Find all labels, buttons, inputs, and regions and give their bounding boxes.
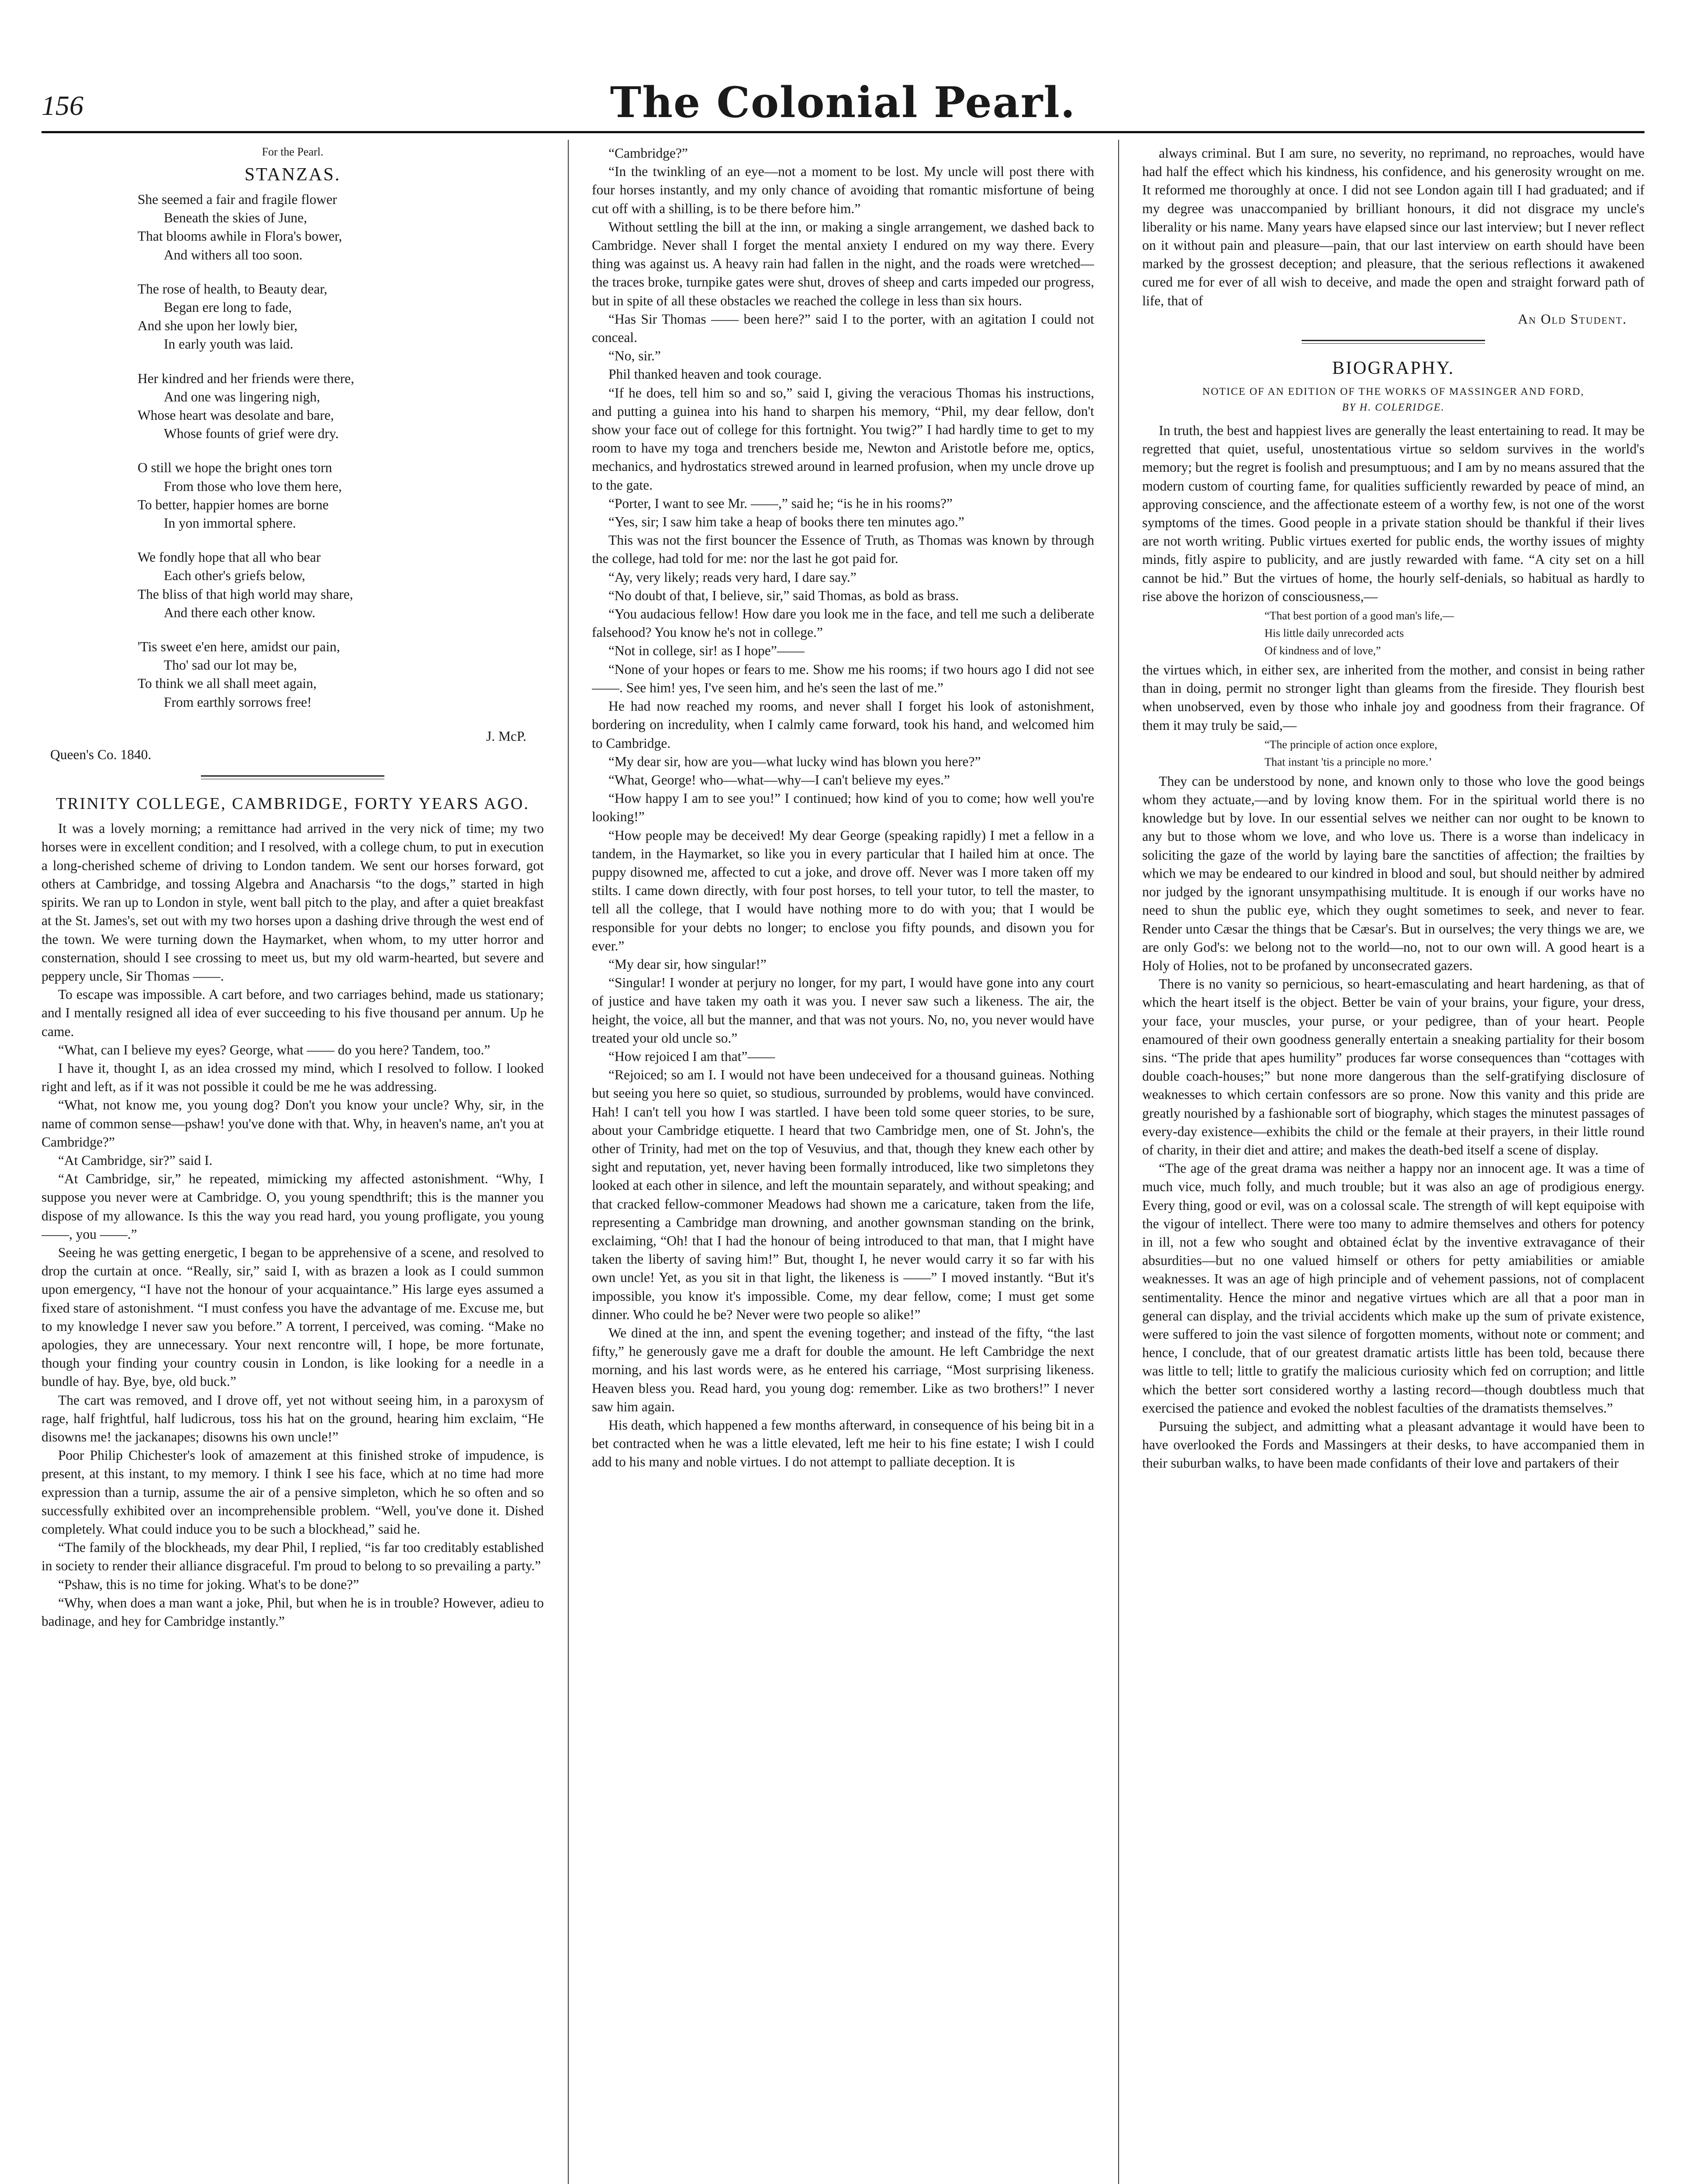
paragraph: “Has Sir Thomas —— been here?” said I to the porter, with an agitation I could not conceal. [592, 311, 1094, 346]
stanza [138, 459, 544, 532]
biography-notice: NOTICE OF AN EDITION OF THE WORKS OF MASSINGER AND FORD, [1202, 386, 1585, 398]
section-separator [201, 775, 384, 779]
paragraph: “No, sir.” [608, 348, 661, 364]
column-1 [41, 144, 544, 2184]
paragraph: Seeing he was getting energetic, I began to be apprehensive of a scene, and resolved to drop the curtain at once. “Really, sir,” said I, with as brazen a look as I could summon upon emergency, “I have not the honour of your acquaintance.” His large eyes assumed a fixed stare of astonishment. “I must confess you have the advantage of me. Excuse me, but to my knowledge I never saw you before.” A torrent, I perceived, was coming. “Make no apologies, they are unnecessary. Your next rencontre will, I hope, be more fortunate, though your finding your country cousin in London, is like looking for a needle in a bundle of hay. Bye, bye, old buck.” [41, 1244, 544, 1389]
block-quote [1142, 608, 1645, 658]
poem-line: And withers all too soon. [164, 247, 303, 263]
poem-line: And one was lingering nigh, [164, 389, 320, 404]
paragraph: “Why, when does a man want a joke, Phil, but when he is in trouble? However, adieu to badinage, and hey for Cambridge instantly.” [41, 1595, 544, 1629]
paragraph: I have it, thought I, as an idea crossed my mind, which I resolved to follow. I looked right and left, as if it was not possible it could be me he was addressing. [41, 1060, 544, 1095]
masthead: The Colonial Pearl. [610, 78, 1076, 127]
paragraph: The cart was removed, and I drove off, yet not without seeing him, in a paroxysm of rage, half frightful, half ludicrous, toss his hat on the ground, hearing him exclaim, “He disowns me! the jackanapes; disowns his own uncle!” [41, 1392, 544, 1444]
paragraph: “Pshaw, this is no time for joking. What's to be done?” [58, 1576, 359, 1592]
stanza [138, 280, 544, 354]
quote-line: “The principle of action once explore, [1264, 738, 1437, 751]
paragraph: “What, George! who—what—why—I can't believe my eyes.” [608, 772, 950, 788]
paragraph: There is no vanity so pernicious, so heart-emasculating and heart hardening, as that of which the heart itself is the object. Better be vain of your brains, your figure, your dress, your face, your muscles, your purse, or your pedigree, than of your heart. People enamoured of their own goodness generally entertain a sneaking partiality for their bosom sins. “The pride that apes humility” produces far worse consequences than “cottages with double coach-houses;” but none more dangerous than the self-gratifying disclosure of weaknesses to which certain confessors are so prone. Now this vanity and this pride are greatly nourished by a fashionable sort of biography, which stages the minutest passages of every-day existence—exhibits the child or the female at their prayers, in their little round of charity, in their diet and attire; and makes the death-bed itself a scene of display. [1142, 976, 1645, 1158]
article-signature: An Old Student. [1518, 311, 1627, 327]
biography-notice-author: BY H. COLERIDGE. [1342, 402, 1445, 414]
quote-line: Of kindness and of love,” [1264, 644, 1381, 657]
paragraph: “At Cambridge, sir?” said I. [58, 1152, 213, 1168]
poem-line: To think we all shall meet again, [138, 676, 317, 691]
paragraph: “In the twinkling of an eye—not a moment to be lost. My uncle will post there with four horses instantly, and my only chance of avoiding that romantic misfortune of being cut off with a shilling, is to be there before him.” [592, 164, 1094, 216]
quote-line: “That best portion of a good man's life,— [1264, 609, 1454, 622]
paragraph: “Yes, sir; I saw him take a heap of books there ten minutes ago.” [608, 514, 964, 530]
paragraph: To escape was impossible. A cart before, and two carriages behind, made us stationary; and I mentally resigned all idea of ever succeeding to his five thousand per annum. Up he came. [41, 987, 544, 1039]
article-conclusion [1142, 144, 1645, 310]
poem-line: In yon immortal sphere. [164, 515, 296, 531]
poem-line: Whose heart was desolate and bare, [138, 408, 334, 423]
paragraph: “How rejoiced I am that”—— [608, 1048, 775, 1064]
paragraph: They can be understood by none, and known only to those who love the good beings whom they actuate,—and by loving know them. For in the spiritual world there is no knowledge but by love. In our essential selves we neither can nor ought to be known to any but to those whom we love, and who love us. There is a worse than indelicacy in soliciting the gaze of the world by laying bare the sanctities of affection; the frailties by which we may be endeared to our kindred in blood and soul, but should neither by admired nor judged by the ignorant unsympathising multitude. It is enough if our works have no need to shun the public eye, which they ought sometimes to seek, and never to fear. Render unto Cæsar the things that be Cæsar's. But in ourselves; the very things we are, we are only God's: we belong not to the world—no, not to our own will. A good heart is a Holy of Holies, not to be profaned by unconsecrated gazers. [1142, 773, 1645, 973]
block-quote [1142, 737, 1645, 770]
poem-line: That blooms awhile in Flora's bower, [138, 228, 342, 244]
stanza [138, 370, 544, 443]
paragraph: Phil thanked heaven and took courage. [608, 366, 822, 382]
poem-line: Beneath the skies of June, [164, 210, 307, 226]
poem-stanzas [41, 190, 544, 712]
poem-line: In early youth was laid. [164, 336, 294, 352]
column-2 [592, 144, 1094, 2184]
paragraph: Without settling the bill at the inn, or making a single arrangement, we dashed back to Cambridge. Never shall I forget the mental anxiety I endured on my way there. Every thing was against us. A heavy rain had fallen in the night, and the roads were wretched—the traces broke, turnpike gates were shut, droves of sheep and carts impeded our progress, but in spite of all these obstacles we reached the college in less than six hours. [592, 219, 1094, 308]
paragraph: “The family of the blockheads, my dear Phil, I replied, “is far too creditably established in society to render their alliance disgraceful. I'm proud to belong to so prevailing a party.” [41, 1540, 544, 1574]
column-divider [568, 140, 569, 2184]
paragraph: “How people may be deceived! My dear George (speaking rapidly) I met a fellow in a tandem, in the Haymarket, so like you in every particular that I hailed him at once. The puppy disowned me, affected to cut a joke, and drove off. Never was I more taken off my stilts. I came down directly, with four post horses, to tell your tutor, to tell the master, to tell all the college, that I would have nothing more to do with you; that I would be responsible for your debts no longer; to enclose you fifty pounds, and disown you for ever.” [592, 827, 1094, 954]
poem-line: Tho' sad our lot may be, [164, 657, 297, 673]
paragraph: “Not in college, sir! as I hope”—— [608, 643, 805, 659]
poem-line: From those who love them here, [164, 478, 342, 494]
section-separator [1302, 340, 1485, 344]
poem-line: Each other's griefs below, [164, 568, 305, 584]
poem-line: From earthly sorrows free! [164, 694, 312, 710]
paragraph: Poor Philip Chichester's look of amazement at this finished stroke of impudence, is present, at this instant, to my memory. I think I see his face, which at no time had more expression than a turnip, assume the air of a pensive simpleton, which he so often and so successfully exhibited over an incomprehensible problem. “Well, you've done it. Dished completely. What could induce you to be such a blockhead,” said he. [41, 1448, 544, 1537]
paragraph: always criminal. But I am sure, no severity, no reprimand, no reproaches, would have had half the effect which his kindness, his confidence, and his generosity wrought on me. It reformed me thoroughly at once. I did not see London again till I had graduated; and if my degree was unaccompanied by brilliant honours, it did not disgrace my uncle's liberality or his name. Many years have elapsed since our last interview; but I never reflect on it without pain and pleasure—pain, that our last interview on earth should have been marked by the grossest deception; and pleasure, that the serious reflections it awakened cured me for ever of all wish to deceive, and made the open and straight forward path of life, that of [1142, 145, 1645, 308]
poem-for-line: For the Pearl. [262, 145, 324, 158]
poem-line: To better, happier homes are borne [138, 497, 329, 512]
page-number: 156 [41, 90, 83, 121]
paragraph: “You audacious fellow! How dare you look me in the face, and tell me such a deliberate falsehood? You know he's not in college.” [592, 606, 1094, 640]
poem-line: Whose founts of grief were dry. [164, 426, 339, 442]
biography-title: BIOGRAPHY. [1332, 358, 1455, 379]
stanza [138, 548, 544, 622]
poem-line: And there each other know. [164, 605, 315, 620]
paragraph: “None of your hopes or fears to me. Show me his rooms; if two hours ago I did not see ——. See him! yes, I've seen him, and he's seen the last of me.” [592, 661, 1094, 695]
paragraph: “What, not know me, you young dog? Don't you know your uncle? Why, sir, in the name of common sense—pshaw! you've done with that. Why, in heaven's name, an't you at Cambridge?” [41, 1097, 544, 1150]
quote-line: His little daily unrecorded acts [1264, 627, 1404, 640]
paragraph: “No doubt of that, I believe, sir,” said Thomas, as bold as brass. [608, 587, 959, 603]
quote-line: That instant 'tis a principle no more.’ [1264, 755, 1432, 768]
paragraph: It was a lovely morning; a remittance had arrived in the very nick of time; my two horses were in excellent condition; and I resolved, with a college chum, to put in execution a long-cherished scheme of driving to London tandem. We sent our horses forward, got others at Cambridge, and tossing Algebra and Anacharsis “to the dogs,” started in high spirits. We ran up to London in style, went ball pitch to the play, and after a quiet breakfast at the St. James's, set out with my two horses upon a dashing drive through the west end of the town. We were turning down the Haymarket, when whom, to my utter horror and consternation, should I see crossing to meet us, but my old warm-hearted, but severe and peppery uncle, Sir Thomas ——. [41, 821, 544, 984]
paragraph: “Porter, I want to see Mr. ——,” said he; “is he in his rooms?” [608, 495, 953, 511]
paragraph: “If he does, tell him so and so,” said I, giving the veracious Thomas his instructions, and putting a guinea into his hand to sharpen his memory, “Phil, my dear fellow, don't show your face out of college for this fortnight. You twig?” I had hardly time to get to my room to have my toga and trenchers beside me, Newton and Aristotle before me, optics, mechanics, and hydrostatics strewed around in learned profusion, when my uncle drove up to the gate. [592, 385, 1094, 493]
article-body [41, 819, 544, 1631]
paragraph: “At Cambridge, sir,” he repeated, mimicking my affected astonishment. “Why, I suppose you never were at Cambridge. O, you young spendthrift; this is the manner you dispose of my allowance. Is this the way you read hard, you young profligate, you young ——, you ——.” [41, 1171, 544, 1242]
poem-line: The rose of health, to Beauty dear, [138, 281, 328, 297]
paragraph: “My dear sir, how are you—what lucky wind has blown you here?” [608, 753, 981, 769]
poem-line: The bliss of that high world may share, [138, 586, 353, 602]
paragraph: Pursuing the subject, and admitting what a pleasant advantage it would have been to have overlooked the Fords and Massingers at their desks, to have accompanied them in their suburban walks, to have been made confidants of their love and partakers of their [1142, 1418, 1645, 1471]
poem-line: O still we hope the bright ones torn [138, 460, 332, 476]
biography-body [1142, 772, 1645, 1473]
header-rule [41, 131, 1645, 133]
poem-line: We fondly hope that all who bear [138, 549, 321, 565]
poem-place: Queen's Co. 1840. [50, 747, 152, 763]
column-divider [1118, 140, 1119, 2184]
biography-paragraph: the virtues which, in either sex, are inherited from the mother, and consist in being rather than in doing, permit no stronger light than gleams from the fireside. They flourish best when unobserved, even by those who inhale joy and goodness from their fragrance. Of them it may truly be said,— [1142, 662, 1645, 733]
article-title: TRINITY COLLEGE, CAMBRIDGE, FORTY YEARS AGO. [56, 795, 529, 813]
poem-line: She seemed a fair and fragile flower [138, 192, 337, 207]
paragraph: “Cambridge?” [608, 145, 688, 161]
paragraph: “The age of the great drama was neither a happy nor an innocent age. It was a time of much vice, much folly, and much trouble; but it was also an age of prodigious energy. Every thing, good or evil, was on a colossal scale. The strength of will kept equipoise with the vigour of intellect. There were too many to admire themselves and others for potency in ill, not a few who sought and obtained éclat by the inventive extravagance of their absurdities—but no one valued himself or others for petty amiabilities or amiable weaknesses. It was an age of high principle and of vehement passions, not of complacent sentimentality. Hence the minor and negative virtues which are all that a poor man in general can display, and the trivial accidents which make up the sum of private existence, were suffered to join the vast silence of forgotten moments, without note or comment; and hence, I conclude, that of our greatest dramatic artists little has been told, because there was little to tell; little to gratify the malicious curiosity which fed on corruption; and little which the better sort considered worthy a lasting record—though doubtless much that exercised the patience and evoked the noblest faculties of the dramatists themselves.” [1142, 1161, 1645, 1416]
paragraph: “What, can I believe my eyes? George, what —— do you here? Tandem, too.” [58, 1042, 491, 1057]
poem-line: 'Tis sweet e'en here, amidst our pain, [138, 639, 340, 655]
stanza [138, 638, 544, 712]
paragraph: His death, which happened a few months afterward, in consequence of his being bit in a bet contracted when he was a little elevated, left me heir to his fine estate; I wish I could add to his many and noble virtues. I do not attempt to palliate deception. It is [592, 1417, 1094, 1470]
paragraph: “Rejoiced; so am I. I would not have been undeceived for a thousand guineas. Nothing but seeing you here so quiet, so studious, surrounded by problems, would have convinced. Hah! I can't tell you how I was startled. I have been told some queer stories, to be sure, about your Cambridge etiquette. I heard that two Cambridge men, one of St. John's, the other of Trinity, had met on the top of Vesuvius, and that, though they knew each other by sight and reputation, yet, never having been formally introduced, like two simpletons they looked at each other in silence, and left the mountain separately, and without speaking; and that cracked fellow-commoner Meadows had shown me a caricature, taken from the life, representing a Cambridge man drowning, and another gownsman standing on the brink, exclaiming, “Oh! that I had the honour of being introduced to that man, that I might have taken the liberty of saving him!” But, thought I, he never would carry it so far with his own uncle! Yet, as you sit in that light, the likeness is ——” I moved instantly. “But it's impossible, you know it's impossible. Come, my dear fellow, come; I must get some dinner. Who could he be? Never were two people so alike!” [592, 1067, 1094, 1322]
biography-paragraph: In truth, the best and happiest lives are generally the least entertaining to read. It may be regretted that quiet, useful, unostentatious virtue so seldom survives in the world's memory; but the regret is foolish and presumptuous; and I am by no means assured that the modern custom of courting fame, for qualities sufficiently rewarded by peace of mind, an approving conscience, and the affectionate esteem of a worthy few, is not one of the worst symptoms of the times. Good people in a private station should be thankful if their lives are not worth writing. Public virtues exerted for public ends, the worthy issues of mighty minds, fitly aspire to publicity, and are justly rewarded with fame. “A city set on a hill cannot be hid.” But the virtues of home, the hourly self-denials, so habitual as hardly to rise above the horizon of consciousness,— [1142, 423, 1645, 604]
paragraph: “Ay, very likely; reads very hard, I dare say.” [608, 569, 857, 585]
poem-title: STANZAS. [244, 165, 341, 185]
paragraph: We dined at the inn, and spent the evening together; and instead of the fifty, “the last fifty,” he generously gave me a draft for double the amount. He left Cambridge the next morning, and his last words were, as he entered his carriage, “Most surprising likeness. Heaven bless you. Read hard, you young dog: remember. Like as two brothers!” I never saw him again. [592, 1325, 1094, 1414]
poem-signature: J. McP. [486, 728, 526, 744]
poem-line: And she upon her lowly bier, [138, 318, 298, 334]
paragraph: “My dear sir, how singular!” [608, 956, 767, 972]
paragraph: He had now reached my rooms, and never shall I forget his look of astonishment, bordering on incredulity, when I calmly came forward, took his hand, and welcomed him to Cambridge. [592, 698, 1094, 751]
paragraph: “How happy I am to see you!” I continued; how kind of you to come; how well you're looking!” [592, 791, 1094, 825]
paragraph: “Singular! I wonder at perjury no longer, for my part, I would have gone into any court of justice and have taken my oath it was you. I never saw such a likeness. The air, the height, the voice, all but the manner, and that was not yours. No, no, you never would have treated your old uncle so.” [592, 975, 1094, 1046]
column-3 [1142, 144, 1645, 2184]
paragraph: This was not the first bouncer the Essence of Truth, as Thomas was known by through the college, had told for me: nor the last he got paid for. [592, 532, 1094, 567]
stanza [138, 190, 544, 264]
article-body-continued [592, 144, 1094, 1472]
poem-line: Her kindred and her friends were there, [138, 370, 354, 386]
poem-line: Began ere long to fade, [164, 300, 292, 315]
